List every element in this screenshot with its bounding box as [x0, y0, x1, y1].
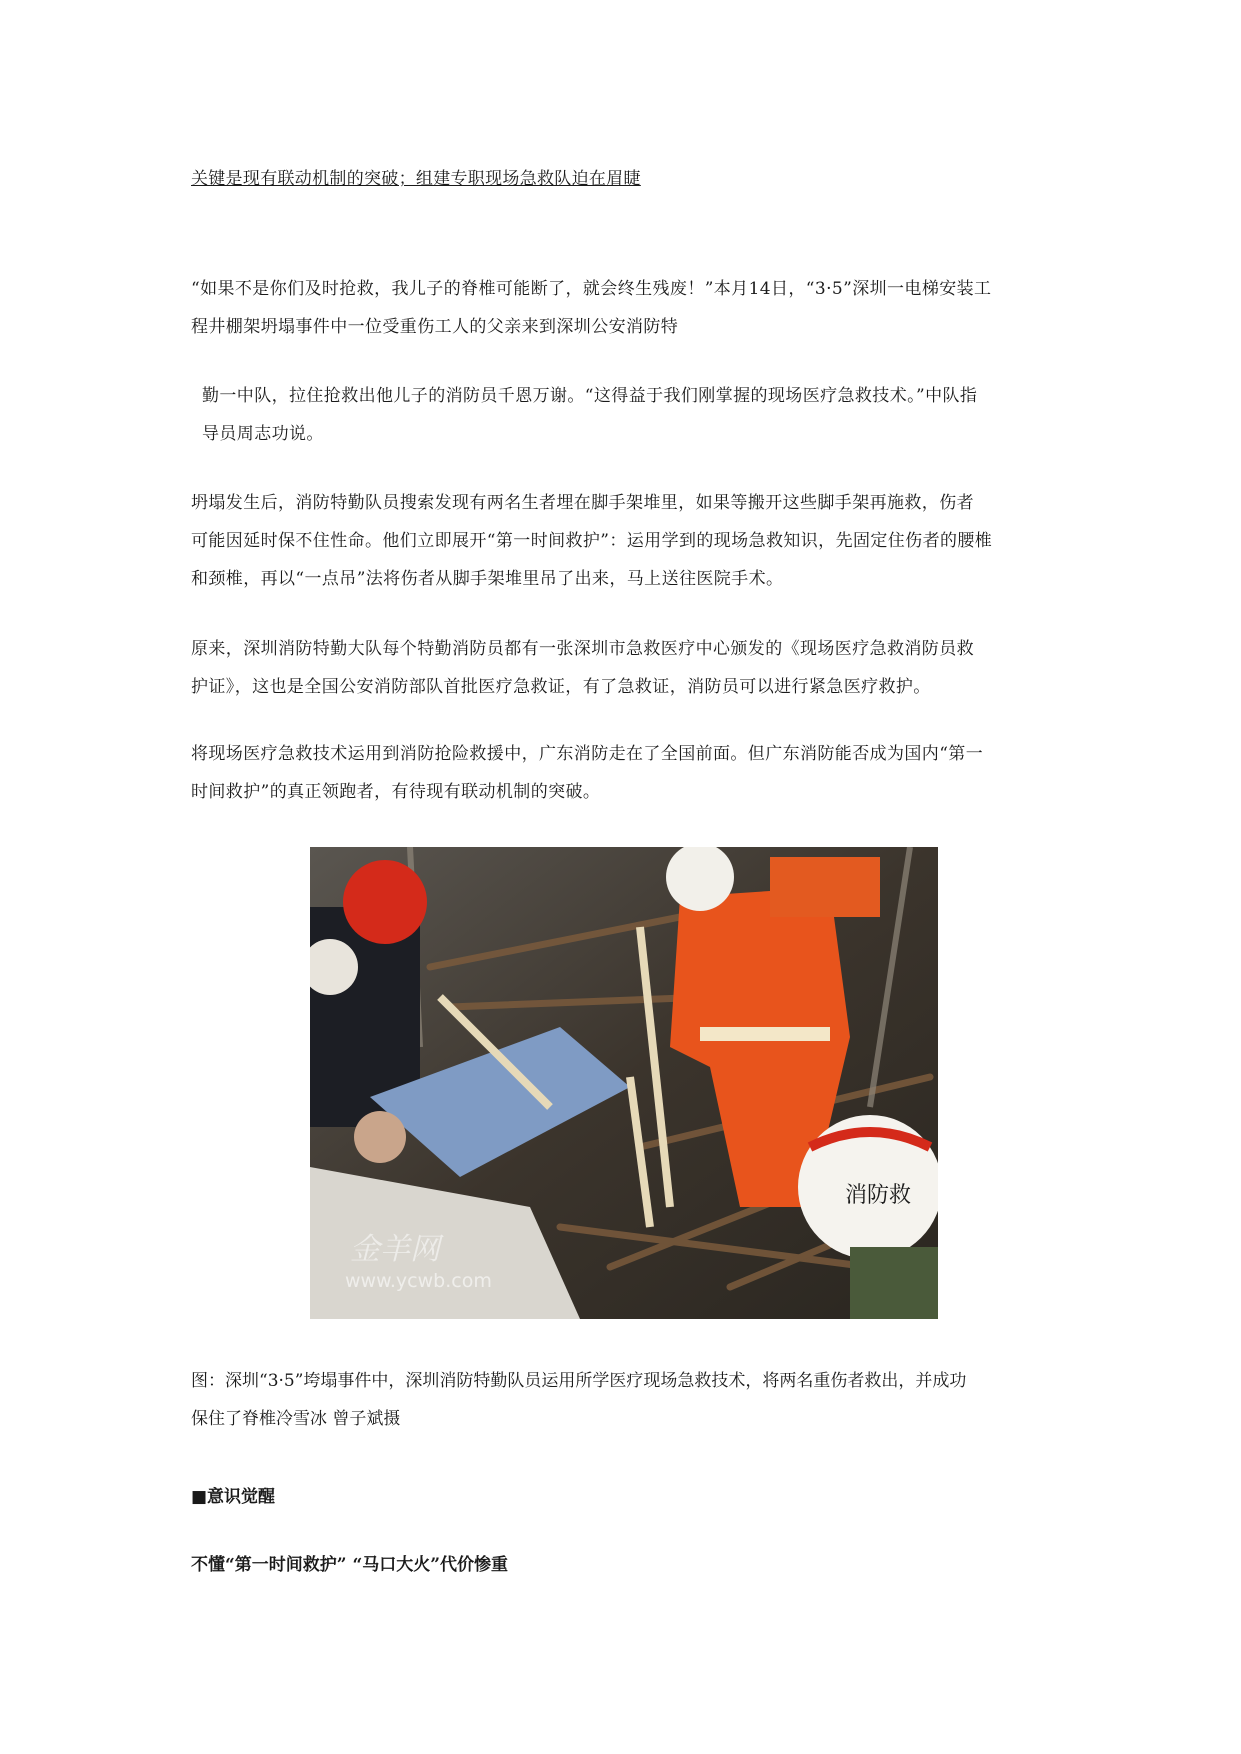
paragraph-line: 护证》，这也是全国公安消防部队首批医疗急救证，有了急救证，消防员可以进行紧急医疗救护。	[191, 677, 931, 697]
paragraph-4	[191, 630, 974, 706]
paragraph-2	[202, 377, 977, 453]
paragraph-1	[191, 270, 991, 346]
watermark-url: www.ycwb.com	[345, 1270, 492, 1292]
rescue-photo	[310, 847, 938, 1319]
paragraph-line: 时间救护”的真正领跑者，有待现有联动机制的突破。	[191, 782, 601, 802]
paragraph-3	[191, 484, 992, 598]
watermark-logo: 金羊网	[350, 1232, 440, 1267]
subheading: 不懂“第一时间救护” “马口大火”代价惨重	[191, 1555, 509, 1575]
paragraph-line: 原来，深圳消防特勤大队每个特勤消防员都有一张深圳市急救医疗中心颁发的《现场医疗急救消防员救	[191, 639, 974, 659]
caption-line: 保住了脊椎冷雪冰 曾子斌摄	[191, 1409, 401, 1429]
caption-line: 图：深圳“3·5”垮塌事件中，深圳消防特勤队员运用所学医疗现场急救技术，将两名重伤者救出，并成功	[191, 1371, 967, 1391]
section-heading: ■意识觉醒	[191, 1487, 276, 1507]
helmet-label: 消防救	[845, 1183, 912, 1208]
paragraph-line: 可能因延时保不住性命。他们立即展开“第一时间救护”：运用学到的现场急救知识，先固定住伤者的腰椎	[191, 531, 993, 551]
paragraph-5	[191, 735, 983, 811]
article-title[interactable]: 关键是现有联动机制的突破；组建专职现场急救队迫在眉睫	[191, 169, 641, 189]
paragraph-line: 导员周志功说。	[202, 424, 324, 444]
paragraph-line: 程井棚架坍塌事件中一位受重伤工人的父亲来到深圳公安消防特	[191, 317, 679, 337]
photo-caption	[191, 1362, 966, 1438]
paragraph-line: 坍塌发生后，消防特勤队员搜索发现有两名生者埋在脚手架堆里，如果等搬开这些脚手架再施救，伤者	[191, 493, 974, 513]
paragraph-line: 和颈椎，再以“一点吊”法将伤者从脚手架堆里吊了出来，马上送往医院手术。	[191, 569, 784, 589]
paragraph-line: 将现场医疗急救技术运用到消防抢险救援中，广东消防走在了全国前面。但广东消防能否成为国内“第一	[191, 744, 984, 764]
paragraph-line: “如果不是你们及时抢救，我儿子的脊椎可能断了，就会终生残废！”本月14日，“3·5”深圳一电梯安装工	[191, 279, 992, 299]
paragraph-line: 勤一中队，拉住抢救出他儿子的消防员千恩万谢。“这得益于我们刚掌握的现场医疗急救技术。”中队指	[202, 386, 978, 406]
